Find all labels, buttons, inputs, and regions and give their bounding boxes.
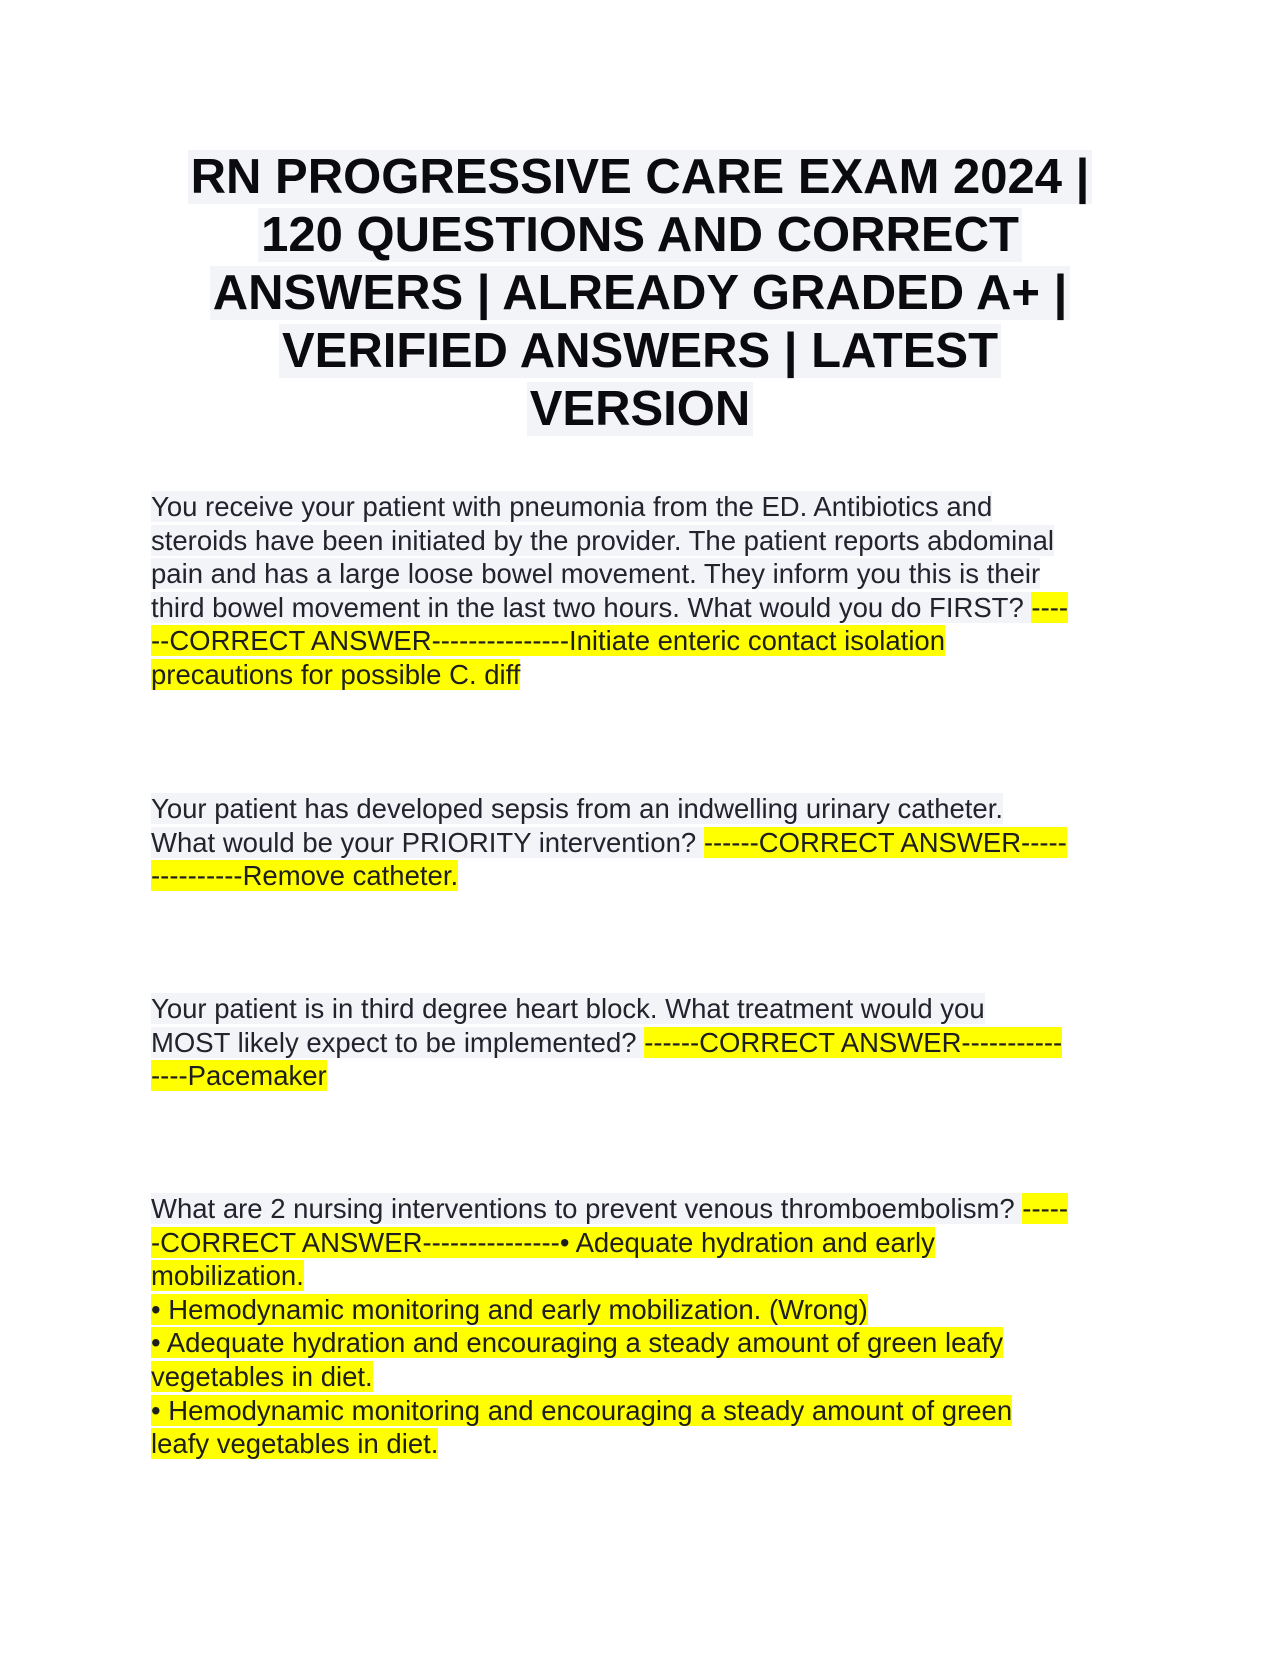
answer-highlight: -CORRECT ANSWER---------------• Adequate hydration and early <box>151 1226 935 1258</box>
question-text: Your patient is in third degree heart block. What treatment would you <box>151 993 985 1024</box>
text-line <box>151 1293 1131 1327</box>
answer-highlight: ---- <box>1031 591 1069 623</box>
question-text: steroids have been initiated by the provider. The patient reports abdominal <box>151 524 1054 556</box>
document-title <box>150 148 1130 438</box>
text-line <box>151 624 1131 658</box>
text-line <box>151 557 1131 591</box>
question-answer-block <box>151 1192 1131 1461</box>
text-line <box>151 524 1131 558</box>
answer-highlight: vegetables in diet. <box>151 1360 373 1392</box>
question-text: What are 2 nursing interventions to prevent venous thromboembolism? <box>151 1193 1023 1224</box>
text-line <box>151 1226 1131 1260</box>
text-line <box>151 826 1131 860</box>
question-answer-block <box>151 992 1131 1093</box>
text-line <box>151 1326 1131 1360</box>
text-line <box>151 859 1131 893</box>
text-line <box>151 1259 1131 1293</box>
title-line: VERIFIED ANSWERS | LATEST <box>279 324 1001 378</box>
question-text: Your patient has developed sepsis from an indwelling urinary catheter. <box>151 793 1004 824</box>
answer-highlight: ------CORRECT ANSWER----- <box>703 826 1067 858</box>
text-line <box>151 658 1131 692</box>
text-line <box>151 591 1131 625</box>
question-text: MOST likely expect to be implemented? <box>151 1026 645 1058</box>
answer-highlight: precautions for possible C. diff <box>151 658 521 690</box>
answer-highlight: mobilization. <box>151 1260 304 1292</box>
title-line: RN PROGRESSIVE CARE EXAM 2024 | <box>188 150 1093 204</box>
answer-highlight: • Adequate hydration and encouraging a steady amount of green leafy <box>151 1327 1004 1359</box>
question-text: third bowel movement in the last two hours. What would you do FIRST? <box>151 591 1032 623</box>
answer-highlight: ------CORRECT ANSWER----------- <box>644 1026 1063 1058</box>
text-line <box>151 1192 1131 1226</box>
title-line: 120 QUESTIONS AND CORRECT <box>258 208 1022 262</box>
answer-highlight: ----------Remove catheter. <box>151 860 459 892</box>
answer-highlight: • Hemodynamic monitoring and encouraging a steady amount of green <box>151 1394 1013 1426</box>
question-answer-block <box>151 792 1131 893</box>
title-line: ANSWERS | ALREADY GRADED A+ | <box>210 266 1071 320</box>
text-line <box>151 1427 1131 1461</box>
question-text: You receive your patient with pneumonia from the ED. Antibiotics and <box>151 491 993 522</box>
answer-highlight: ----- <box>1022 1193 1069 1224</box>
answer-highlight: • Hemodynamic monitoring and early mobilization. (Wrong) <box>151 1293 868 1325</box>
title-line: VERSION <box>527 382 754 436</box>
text-line <box>151 490 1131 524</box>
text-line <box>151 992 1131 1026</box>
question-text: pain and has a large loose bowel movement. They inform you this is their <box>151 558 1041 590</box>
text-line <box>151 1360 1131 1394</box>
text-line <box>151 1059 1131 1093</box>
text-line <box>151 792 1131 826</box>
question-text: What would be your PRIORITY intervention? <box>151 826 704 858</box>
answer-highlight: --CORRECT ANSWER---------------Initiate enteric contact isolation <box>151 625 946 657</box>
question-answer-block <box>151 490 1131 692</box>
answer-highlight: ----Pacemaker <box>151 1060 327 1092</box>
text-line <box>151 1394 1131 1428</box>
answer-highlight: leafy vegetables in diet. <box>151 1428 439 1460</box>
text-line <box>151 1026 1131 1060</box>
